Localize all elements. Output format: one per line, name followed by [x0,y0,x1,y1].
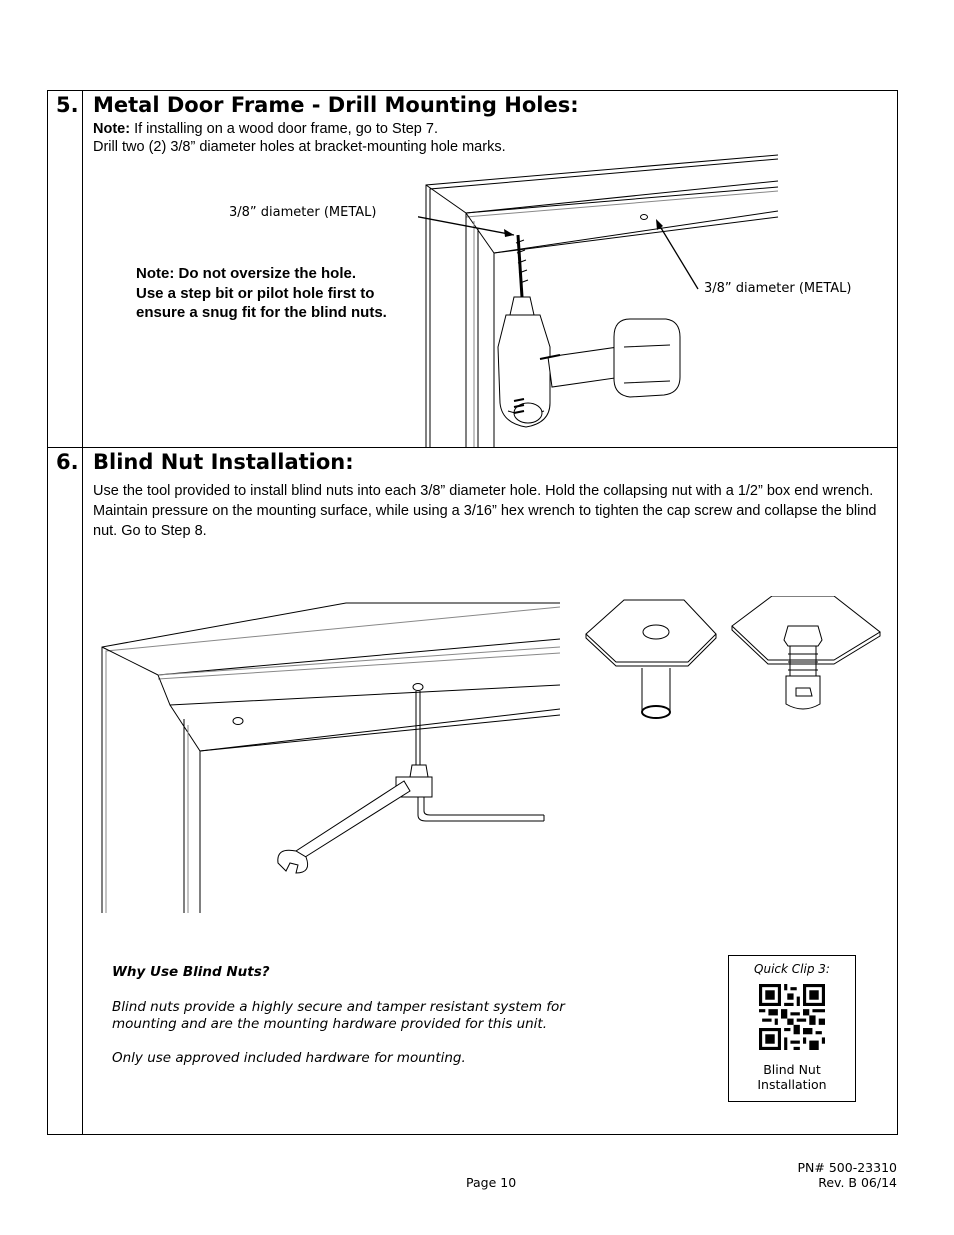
wrench-icon [278,765,544,873]
step5-note-label: Note: [93,121,131,137]
step5-number: 5. [56,93,79,117]
step5-instruction: Drill two (2) 3/8” diameter holes at bracket-mounting hole marks. [93,139,506,155]
callout-right-label: 3/8” diameter (METAL) [704,281,852,296]
callout-left-label: 3/8” diameter (METAL) [229,205,377,220]
why-heading: Why Use Blind Nuts? [112,964,270,980]
revision: Rev. B 06/14 [818,1175,897,1190]
step5-note [93,120,438,139]
door-frame-drill-illustration [418,151,788,447]
warning-line-3: ensure a snug fit for the blind nuts. [136,304,387,321]
quick-clip-caption-line-2: Installation [757,1077,827,1092]
qr-code-icon[interactable] [759,984,825,1050]
why-body: Blind nuts provide a highly secure and tamper resistant system for mounting and are the mounting hardware provided for this unit. [112,999,565,1032]
quick-clip-box [728,955,856,1102]
step5-title: Metal Door Frame - Drill Mounting Holes: [93,93,579,117]
step6-number: 6. [56,450,79,474]
quick-clip-label: Quick Clip 3: [754,962,830,976]
blind-nut-detail-illustration [584,596,884,726]
page-number: Page 10 [466,1175,517,1190]
blind-nut-tool-illustration [100,601,560,913]
step6-title: Blind Nut Installation: [93,450,354,474]
warning-line-1: Note: Do not oversize the hole. [136,265,357,282]
step-number-column [48,91,83,1134]
step-divider [48,447,897,448]
instruction-sheet [47,90,898,1135]
step5-note-text: If installing on a wood door frame, go to Step 7. [130,121,438,137]
quick-clip-caption [729,1062,855,1092]
step6-instruction: Use the tool provided to install blind nuts into each 3/8” diameter hole. Hold the collapsing nut with a 1/2” box end wrench. Maintain pressure on the mounting surface, while using a 3/16” hex wrench to tighten the cap screw and collapse the blind nut. Go to Step 8. [93,483,877,539]
quick-clip-caption-line-1: Blind Nut [763,1062,821,1077]
warning-line-2: Use a step bit or pilot hole first to [136,284,375,302]
drill-icon [498,235,680,427]
step5-warning [136,264,387,323]
part-number: PN# 500-23310 [797,1160,897,1175]
why-note: Only use approved included hardware for mounting. [112,1050,466,1066]
